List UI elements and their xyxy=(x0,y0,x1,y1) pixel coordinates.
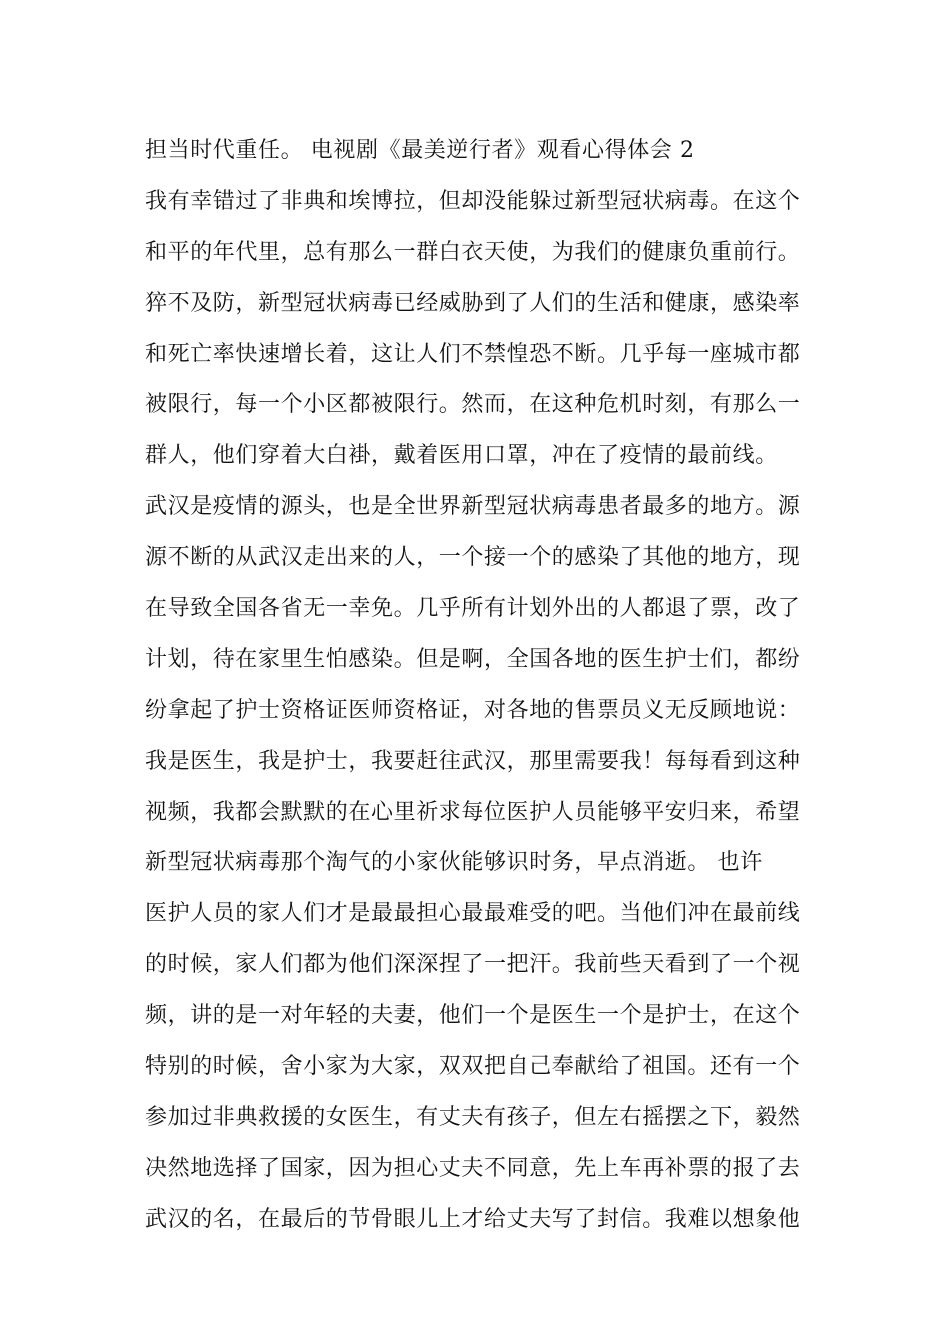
text-line: 决然地选择了国家，因为担心丈夫不同意，先上车再补票的报了去 xyxy=(145,1155,801,1181)
text-line: 和平的年代里，总有那么一群白衣天使，为我们的健康负重前行。 xyxy=(145,239,801,265)
text-line: 担当时代重任。 电视剧《最美逆行者》观看心得体会 2 xyxy=(145,138,695,163)
text-line: 武汉的名，在最后的节骨眼儿上才给丈夫写了封信。我难以想象他 xyxy=(145,1206,801,1232)
text-line: 的时候，家人们都为他们深深捏了一把汗。我前些天看到了一个视 xyxy=(145,952,801,978)
text-line: 群人，他们穿着大白褂，戴着医用口罩，冲在了疫情的最前线。 xyxy=(145,443,778,469)
text-line: 被限行，每一个小区都被限行。然而，在这种危机时刻，有那么一 xyxy=(145,392,801,418)
text-line: 医护人员的家人们才是最最担心最最难受的吧。当他们冲在最前线 xyxy=(145,901,801,927)
text-line: 特别的时候，舍小家为大家，双双把自己奉献给了祖国。还有一个 xyxy=(145,1054,801,1080)
text-line: 视频，我都会默默的在心里祈求每位医护人员能够平安归来，希望 xyxy=(145,799,801,825)
text-line: 源不断的从武汉走出来的人，一个接一个的感染了其他的地方，现 xyxy=(145,545,801,571)
text-line: 计划，待在家里生怕感染。但是啊，全国各地的医生护士们，都纷 xyxy=(145,646,801,672)
body-text xyxy=(145,126,815,1246)
text-line: 频，讲的是一对年轻的夫妻，他们一个是医生一个是护士，在这个 xyxy=(145,1003,801,1029)
text-line: 参加过非典救援的女医生，有丈夫有孩子，但左右摇摆之下，毅然 xyxy=(145,1104,801,1130)
text-line: 我是医生，我是护士，我要赶往武汉，那里需要我！每每看到这种 xyxy=(145,748,801,774)
text-line: 纷拿起了护士资格证医师资格证，对各地的售票员义无反顾地说： xyxy=(145,697,801,723)
text-line: 和死亡率快速增长着，这让人们不禁惶恐不断。几乎每一座城市都 xyxy=(145,341,801,367)
text-line: 猝不及防，新型冠状病毒已经威胁到了人们的生活和健康，感染率 xyxy=(145,290,801,316)
text-line: 新型冠状病毒那个淘气的小家伙能够识时务，早点消逝。 也许 xyxy=(145,850,763,876)
text-line: 在导致全国各省无一幸免。几乎所有计划外出的人都退了票，改了 xyxy=(145,596,801,622)
text-line: 我有幸错过了非典和埃博拉，但却没能躲过新型冠状病毒。在这个 xyxy=(145,188,801,214)
text-line: 武汉是疫情的源头，也是全世界新型冠状病毒患者最多的地方。源 xyxy=(145,494,801,520)
